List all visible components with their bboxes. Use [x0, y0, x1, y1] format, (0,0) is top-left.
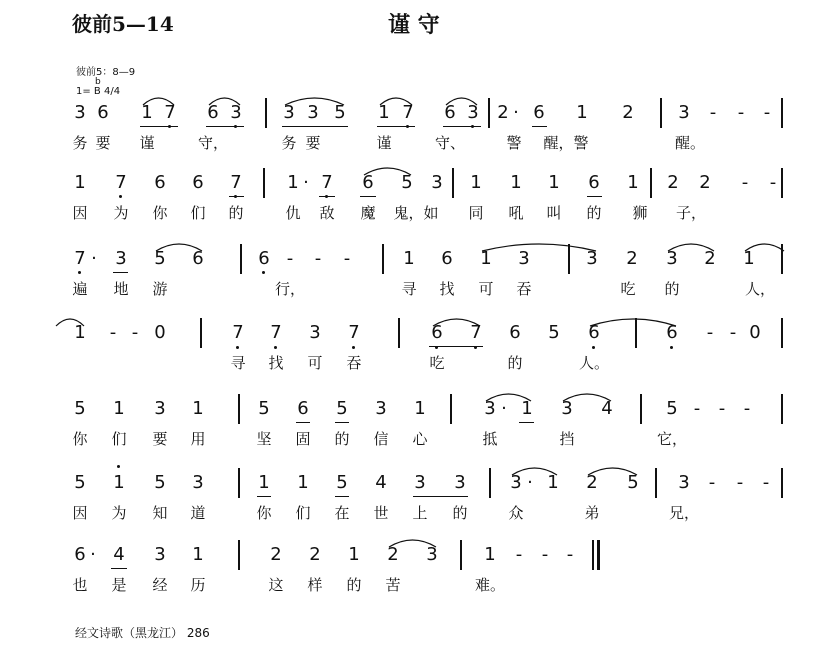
barline	[660, 98, 662, 128]
note: 5	[74, 472, 86, 493]
note: 3	[309, 322, 321, 343]
octave-dot	[234, 195, 237, 198]
note: -	[763, 102, 771, 123]
eighth-underline	[532, 126, 547, 127]
note: -	[515, 544, 523, 565]
octave-dot	[474, 346, 477, 349]
note: 7	[321, 172, 333, 193]
lyric-syllable: 它，	[656, 430, 688, 448]
note: 6	[154, 172, 166, 193]
note: 5	[154, 248, 166, 269]
barline	[238, 468, 240, 498]
note: 3	[561, 398, 573, 419]
note: 6	[666, 322, 678, 343]
note: 1	[627, 172, 639, 193]
note: 1	[548, 172, 560, 193]
octave-dot	[78, 271, 81, 274]
barline	[592, 540, 594, 570]
lyric-syllable: 弟	[584, 504, 600, 522]
key-signature: 1= B 4/4	[76, 86, 121, 97]
note: 6	[588, 322, 600, 343]
lyric-syllable: 因	[72, 204, 88, 222]
note: 1	[470, 172, 482, 193]
note: 1	[297, 472, 309, 493]
lyric-syllable: 魔	[360, 204, 376, 222]
lyric-syllable: 也	[72, 576, 88, 594]
note: 3	[230, 102, 242, 123]
lyric-syllable: 众	[508, 504, 524, 522]
lyric-syllable: 的	[664, 280, 680, 298]
note: -	[709, 102, 717, 123]
note: 3	[192, 472, 204, 493]
note: 3	[115, 248, 127, 269]
barline	[640, 394, 642, 424]
note: 5	[627, 472, 639, 493]
final-barline	[597, 540, 600, 570]
lyric-syllable: 吃	[429, 354, 445, 372]
lyric-syllable: 信	[373, 430, 389, 448]
octave-dot	[352, 346, 355, 349]
lyric-syllable: 醒，警	[543, 134, 589, 152]
note: 4	[375, 472, 387, 493]
note: 1	[74, 322, 86, 343]
note: 2	[699, 172, 711, 193]
note: 5	[401, 172, 413, 193]
barline	[450, 394, 452, 424]
barline	[200, 318, 202, 348]
note: 5	[666, 398, 678, 419]
lyric-syllable: 你	[152, 204, 168, 222]
barline	[460, 540, 462, 570]
note: 3	[678, 102, 690, 123]
lyric-syllable: 这	[268, 576, 284, 594]
barline	[489, 468, 491, 498]
lyric-syllable: 的	[334, 430, 350, 448]
note: 3	[74, 102, 86, 123]
note: 3	[283, 102, 295, 123]
eighth-underline	[335, 496, 349, 497]
note: ·	[527, 472, 533, 493]
note: 2	[704, 248, 716, 269]
note: 6	[258, 248, 270, 269]
barline	[655, 468, 657, 498]
note: -	[566, 544, 574, 565]
score-number: 彼前5—14	[72, 12, 174, 36]
note: 2	[586, 472, 598, 493]
note: 1	[414, 398, 426, 419]
lyric-syllable: 兄，	[668, 504, 700, 522]
scripture-reference: 彼前5：8—9	[76, 67, 136, 78]
lyric-syllable: 样	[307, 576, 323, 594]
lyric-syllable: 的	[228, 204, 244, 222]
lyric-syllable: 你	[256, 504, 272, 522]
barline	[781, 244, 783, 274]
note: -	[541, 544, 549, 565]
note: 6	[441, 248, 453, 269]
lyric-syllable: 守，	[197, 134, 229, 152]
lyric-syllable: 难。	[474, 576, 506, 594]
note: 7	[115, 172, 127, 193]
lyric-syllable: 是	[111, 576, 127, 594]
note: 1	[403, 248, 415, 269]
slur	[590, 319, 676, 326]
note: 1	[480, 248, 492, 269]
note: -	[743, 398, 751, 419]
barline	[781, 468, 783, 498]
note: 7	[402, 102, 414, 123]
lyric-syllable: 在	[334, 504, 350, 522]
note: 4	[113, 544, 125, 565]
eighth-underline	[443, 126, 481, 127]
note: -	[736, 472, 744, 493]
barline	[781, 394, 783, 424]
barline	[568, 244, 570, 274]
lyric-syllable: 固	[295, 430, 311, 448]
note: 1	[192, 398, 204, 419]
lyric-syllable: 心	[412, 430, 428, 448]
note: ·	[91, 248, 97, 269]
octave-dot	[670, 346, 673, 349]
eighth-underline	[296, 422, 310, 423]
octave-dot	[236, 346, 239, 349]
song-title: 谨 守	[388, 12, 440, 38]
barline	[238, 540, 240, 570]
note: 1	[547, 472, 559, 493]
note: 1	[141, 102, 153, 123]
octave-dot	[274, 346, 277, 349]
note: 2	[387, 544, 399, 565]
note: 1	[743, 248, 755, 269]
lyric-syllable: 可	[307, 354, 323, 372]
note: 3	[307, 102, 319, 123]
note: 3	[414, 472, 426, 493]
lyric-syllable: 务	[72, 134, 88, 152]
note: 6	[509, 322, 521, 343]
note: 6	[533, 102, 545, 123]
note: 6	[192, 248, 204, 269]
note: 3	[431, 172, 443, 193]
note: 1	[113, 472, 125, 493]
note: 1	[74, 172, 86, 193]
lyric-syllable: 警	[506, 134, 522, 152]
note: 0	[749, 322, 761, 343]
note: ·	[501, 398, 507, 419]
note: 3	[154, 544, 166, 565]
barline	[452, 168, 454, 198]
lyric-syllable: 醒。	[674, 134, 706, 152]
lyric-syllable: 谨	[376, 134, 392, 152]
barline	[240, 244, 242, 274]
note: 7	[470, 322, 482, 343]
note: 5	[154, 472, 166, 493]
eighth-underline	[377, 126, 415, 127]
note: 3	[666, 248, 678, 269]
lyric-syllable: 抵	[482, 430, 498, 448]
lyric-syllable: 同	[468, 204, 484, 222]
lyric-syllable: 们	[111, 430, 127, 448]
flat-sign: b	[95, 77, 101, 87]
lyric-syllable: 子，	[675, 204, 707, 222]
lyric-syllable: 狮	[632, 204, 648, 222]
octave-dot	[119, 195, 122, 198]
octave-dot	[168, 125, 171, 128]
octave-dot	[117, 465, 120, 468]
note: 5	[548, 322, 560, 343]
note: -	[693, 398, 701, 419]
eighth-underline	[282, 126, 348, 127]
barline	[238, 394, 240, 424]
barline	[263, 168, 265, 198]
lyric-syllable: 叫	[546, 204, 562, 222]
lyric-syllable: 为	[113, 204, 129, 222]
eighth-underline	[140, 126, 178, 127]
eighth-underline	[360, 196, 376, 197]
note: 3	[484, 398, 496, 419]
note: 3	[518, 248, 530, 269]
note: 5	[336, 398, 348, 419]
octave-dot	[435, 346, 438, 349]
lyric-syllable: 的	[507, 354, 523, 372]
note: 1	[521, 398, 533, 419]
eighth-underline	[111, 568, 127, 569]
lyric-syllable: 为	[111, 504, 127, 522]
note: -	[706, 322, 714, 343]
barline	[265, 98, 267, 128]
lyric-syllable: 遍	[72, 280, 88, 298]
note: -	[708, 472, 716, 493]
lyric-syllable: 知	[152, 504, 168, 522]
lyric-syllable: 行，	[274, 280, 306, 298]
lyric-syllable: 要	[152, 430, 168, 448]
note: 3	[586, 248, 598, 269]
note: 4	[601, 398, 613, 419]
barline	[781, 318, 783, 348]
lyric-syllable: 守、	[434, 134, 466, 152]
note: 1	[510, 172, 522, 193]
note: 1	[378, 102, 390, 123]
lyric-syllable: 吼	[508, 204, 524, 222]
note: 2	[622, 102, 634, 123]
note: 7	[74, 248, 86, 269]
eighth-underline	[206, 126, 244, 127]
note: -	[741, 172, 749, 193]
lyric-syllable: 历	[190, 576, 206, 594]
note: -	[762, 472, 770, 493]
barline	[635, 318, 637, 348]
note: -	[286, 248, 294, 269]
lyric-syllable: 因	[72, 504, 88, 522]
lyric-syllable: 们	[295, 504, 311, 522]
note: 3	[154, 398, 166, 419]
lyric-syllable: 地	[113, 280, 129, 298]
eighth-underline	[113, 272, 128, 273]
note: 1	[576, 102, 588, 123]
note: 3	[467, 102, 479, 123]
barline	[781, 168, 783, 198]
note: 7	[164, 102, 176, 123]
barline	[650, 168, 652, 198]
note: 5	[74, 398, 86, 419]
lyric-syllable: 吃	[620, 280, 636, 298]
note: 1	[113, 398, 125, 419]
eighth-underline	[587, 196, 602, 197]
lyric-syllable: 上	[412, 504, 428, 522]
note: -	[314, 248, 322, 269]
note: 7	[232, 322, 244, 343]
lyric-syllable: 你	[72, 430, 88, 448]
note: 7	[230, 172, 242, 193]
note: 0	[154, 322, 166, 343]
note: 5	[334, 102, 346, 123]
note: -	[109, 322, 117, 343]
note: ·	[303, 172, 309, 193]
note: 6	[588, 172, 600, 193]
lyric-syllable: 的	[586, 204, 602, 222]
note: 6	[97, 102, 109, 123]
lyric-syllable: 们	[190, 204, 206, 222]
octave-dot	[262, 271, 265, 274]
note: 1	[287, 172, 299, 193]
note: 6	[297, 398, 309, 419]
note: -	[769, 172, 777, 193]
lyric-syllable: 吞	[346, 354, 362, 372]
lyric-syllable: 寻	[230, 354, 246, 372]
barline	[488, 98, 490, 128]
lyric-syllable: 坚	[256, 430, 272, 448]
note: 6	[192, 172, 204, 193]
octave-dot	[471, 125, 474, 128]
barline	[382, 244, 384, 274]
note: 6	[444, 102, 456, 123]
note: -	[343, 248, 351, 269]
note: -	[131, 322, 139, 343]
note: 1	[348, 544, 360, 565]
note: -	[737, 102, 745, 123]
note: 3	[375, 398, 387, 419]
lyric-syllable: 谨	[139, 134, 155, 152]
lyric-syllable: 鬼，如	[393, 204, 439, 222]
note: 2	[626, 248, 638, 269]
note: 3	[426, 544, 438, 565]
lyric-syllable: 的	[452, 504, 468, 522]
lyric-syllable: 挡	[559, 430, 575, 448]
lyric-syllable: 吞	[516, 280, 532, 298]
lyric-syllable: 苦	[385, 576, 401, 594]
lyric-syllable: 经	[152, 576, 168, 594]
lyric-syllable: 的	[346, 576, 362, 594]
octave-dot	[592, 346, 595, 349]
note: 5	[336, 472, 348, 493]
note: 7	[270, 322, 282, 343]
barline	[781, 98, 783, 128]
note: 3	[510, 472, 522, 493]
lyric-syllable: 要	[305, 134, 321, 152]
eighth-underline	[257, 496, 271, 497]
note: 2	[667, 172, 679, 193]
barline	[398, 318, 400, 348]
lyric-syllable: 务	[281, 134, 297, 152]
note: 6	[207, 102, 219, 123]
note: 1	[258, 472, 270, 493]
note: -	[718, 398, 726, 419]
octave-dot	[325, 195, 328, 198]
note: ·	[90, 544, 96, 565]
note: 1	[484, 544, 496, 565]
lyric-syllable: 人，	[744, 280, 776, 298]
lyric-syllable: 可	[478, 280, 494, 298]
lyric-syllable: 寻	[401, 280, 417, 298]
eighth-underline	[413, 496, 468, 497]
note: 6	[74, 544, 86, 565]
lyric-syllable: 要	[95, 134, 111, 152]
eighth-underline	[519, 422, 534, 423]
note: -	[729, 322, 737, 343]
octave-dot	[234, 125, 237, 128]
note: 2	[270, 544, 282, 565]
note: 2	[497, 102, 509, 123]
footer-source: 经文诗歌（黑龙江） 286	[75, 626, 210, 640]
note: 3	[454, 472, 466, 493]
lyric-syllable: 世	[373, 504, 389, 522]
note: 6	[431, 322, 443, 343]
octave-dot	[406, 125, 409, 128]
lyric-syllable: 找	[439, 280, 455, 298]
lyric-syllable: 仇	[285, 204, 301, 222]
note: 2	[309, 544, 321, 565]
lyric-syllable: 游	[152, 280, 168, 298]
lyric-syllable: 找	[268, 354, 284, 372]
eighth-underline	[335, 422, 349, 423]
note: ·	[513, 102, 519, 123]
lyric-syllable: 敌	[319, 204, 335, 222]
note: 5	[258, 398, 270, 419]
note: 1	[192, 544, 204, 565]
note: 6	[362, 172, 374, 193]
note: 3	[678, 472, 690, 493]
lyric-syllable: 用	[190, 430, 206, 448]
lyric-syllable: 道	[190, 504, 206, 522]
note: 7	[348, 322, 360, 343]
lyric-syllable: 人。	[578, 354, 610, 372]
slur	[482, 244, 596, 251]
